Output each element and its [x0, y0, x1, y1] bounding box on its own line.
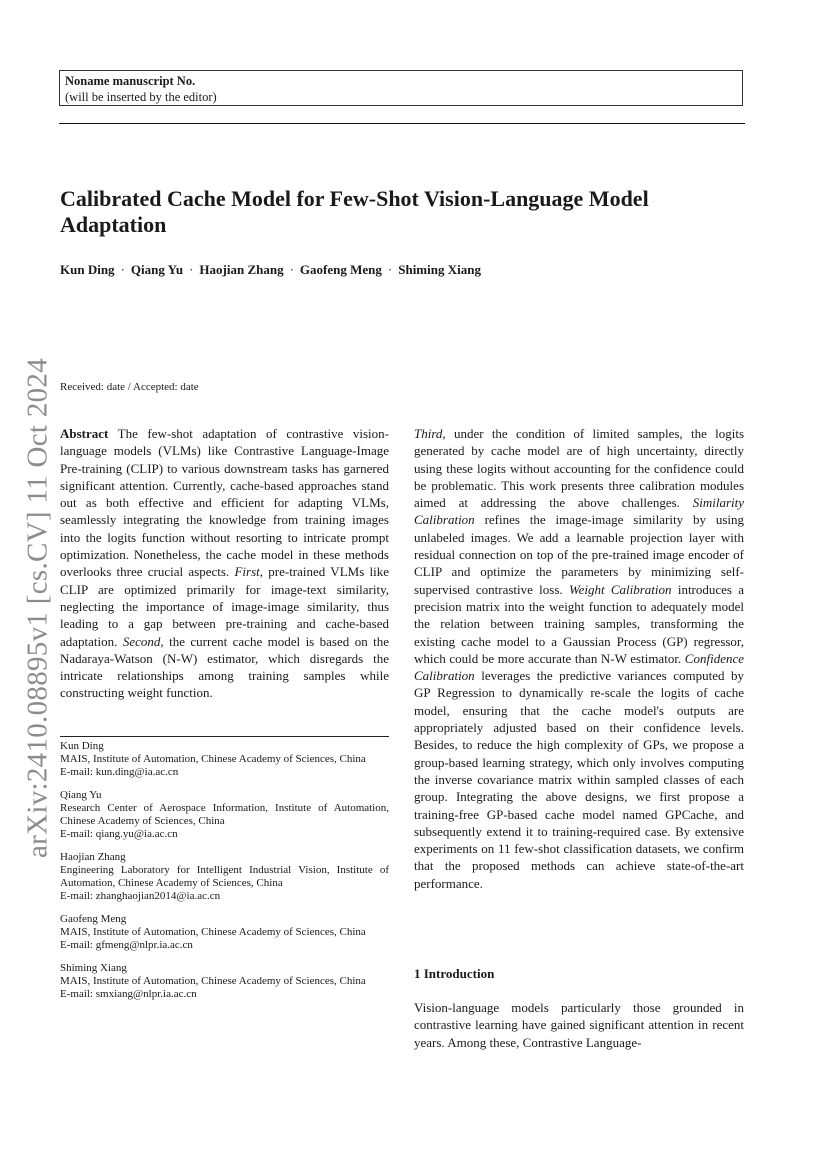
manuscript-header-box — [59, 70, 743, 106]
affiliation-rule — [60, 736, 389, 737]
affiliation-org: MAIS, Institute of Automation, Chinese Academy of Sciences, China — [60, 753, 366, 765]
abstract-paragraph — [60, 425, 389, 702]
author-name: Haojian Zhang — [199, 262, 284, 277]
header-rule — [59, 123, 745, 124]
abstract-text: refines the image-image similarity by using unlabeled images. We add a learnable projection layer with residual connection on top of the pre-trained image encoder of CLIP and optimize the parameters by minimizing self-supervised contrastive loss. — [414, 512, 745, 597]
author-separator: · — [189, 262, 194, 277]
author-name: Kun Ding — [60, 262, 115, 277]
affiliation-email: E-mail: kun.ding@ia.ac.cn — [60, 766, 179, 778]
affiliations — [60, 740, 389, 1011]
affiliation-name: Haojian Zhang — [60, 851, 126, 863]
affiliation-name: Shiming Xiang — [60, 962, 127, 974]
author-name: Qiang Yu — [130, 262, 184, 277]
affiliation-entry — [60, 740, 389, 779]
affiliation-org: Research Center of Aerospace Information, Institute of Automation, Chinese Academy of Sciences, China — [60, 802, 389, 827]
abstract-third-label: Third, — [414, 426, 446, 441]
abstract-right-column — [414, 425, 744, 892]
affiliation-name: Kun Ding — [60, 740, 104, 752]
affiliation-entry — [60, 789, 389, 841]
abstract-second-label: Second, — [122, 633, 164, 649]
arxiv-stamp-text: arXiv:2410.08895v1 [cs.CV] 11 Oct 2024 — [21, 357, 54, 859]
abstract-text: under the condition of limited samples, the logits generated by cache model are of high uncertainty, directly using these logits without accounting for the confidence could be problematic. This work presents three calibration modules aimed at addressing the above challenges. — [414, 426, 745, 511]
weight-calibration-label: Weight Calibration — [568, 581, 672, 597]
author-name: Gaofeng Meng — [299, 262, 382, 277]
paper-title-line2: Adaptation — [60, 212, 167, 237]
abstract-text: leverages the predictive variances computed by GP Regression to dynamically re-scale the logits of cache model, ensuring that the cache model's outputs are appropriately adjusted based on their confidence levels. Besides, to reduce the high complexity of GPs, we propose a group-based learning strategy, which only involves computing the inverse covariance matrix within sampled classes of each group. Integrating the above designs, we first propose a training-free GP-based cache model named GPCache, and subsequently extend it to training-required case. By extensive experiments on 11 few-shot classification datasets, we confirm that the proposed methods can achieve state-of-the-art performance. — [414, 668, 745, 891]
confidence-calibration-label: Confidence Calibration — [414, 650, 745, 684]
author-separator: · — [120, 262, 125, 277]
affiliation-email: E-mail: zhanghaojian2014@ia.ac.cn — [60, 890, 221, 902]
affiliation-entry — [60, 851, 389, 903]
affiliation-entry — [60, 913, 389, 952]
affiliation-org: Engineering Laboratory for Intelligent Industrial Vision, Institute of Automation, Chinese Academy of Sciences, China — [60, 864, 389, 889]
abstract-heading: Abstract — [60, 426, 109, 441]
author-name: Shiming Xiang — [398, 262, 481, 277]
affiliation-name: Gaofeng Meng — [60, 913, 127, 925]
affiliation-email: E-mail: smxiang@nlpr.ia.ac.cn — [60, 988, 197, 1000]
author-separator: · — [387, 262, 393, 277]
manuscript-title: Noname manuscript No. — [65, 74, 196, 88]
author-separator: · — [289, 262, 294, 277]
abstract-text: The few-shot adaptation of contrastive vision-language models (VLMs) like Contrastive Language-Image Pre-training (CLIP) to various downstream tasks has garnered significant attention. Currently, cache-based approaches stand out as both effective and efficient for adapting VLMs, seamlessly integrating the knowledge from training images into the logits function without resorting to intricate prompt optimization. Nonetheless, the cache model in these methods overlooks three crucial aspects. — [60, 426, 390, 580]
abstract-paragraph — [414, 425, 744, 892]
affiliation-org: MAIS, Institute of Automation, Chinese Academy of Sciences, China — [60, 926, 366, 938]
affiliation-email: E-mail: qiang.yu@ia.ac.cn — [60, 828, 178, 840]
section-heading-introduction: 1 Introduction — [414, 966, 495, 981]
affiliation-org: MAIS, Institute of Automation, Chinese Academy of Sciences, China — [60, 975, 366, 987]
paper-title-line1: Calibrated Cache Model for Few-Shot Vision-Language Model — [60, 186, 649, 211]
abstract-left-column — [60, 425, 389, 702]
author-list — [60, 261, 560, 279]
abstract-text: pre-trained VLMs like CLIP are optimized primarily for image-text similarity, neglecting the importance of image-image similarity, thus leading to a gap between pre-training and cache-based adaptation. — [60, 564, 390, 649]
affiliation-name: Qiang Yu — [60, 789, 102, 801]
manuscript-note: (will be inserted by the editor) — [65, 90, 217, 104]
abstract-text: the current cache model is based on the Nadaraya-Watson (N-W) estimator, which disregards the intricate relationships among training samples while constructing weight function. — [60, 633, 390, 701]
introduction-text: Vision-language models particularly those grounded in contrastive learning have gained significant attention in recent years. Among these, Contrastive Language- — [414, 1000, 744, 1050]
similarity-calibration-label: Similarity Calibration — [414, 495, 745, 528]
affiliation-entry — [60, 962, 389, 1001]
abstract-text: introduces a precision matrix into the weight function to adequately model the relation between training samples, transforming the existing cache model to a Gaussian Process (GP) regressor, which could be more accurate than N-W estimator. — [414, 581, 745, 666]
received-accepted-line: Received: date / Accepted: date — [60, 381, 199, 393]
abstract-first-label: First, — [234, 564, 263, 580]
affiliation-email: E-mail: gfmeng@nlpr.ia.ac.cn — [60, 939, 193, 951]
paper-title — [60, 186, 760, 238]
